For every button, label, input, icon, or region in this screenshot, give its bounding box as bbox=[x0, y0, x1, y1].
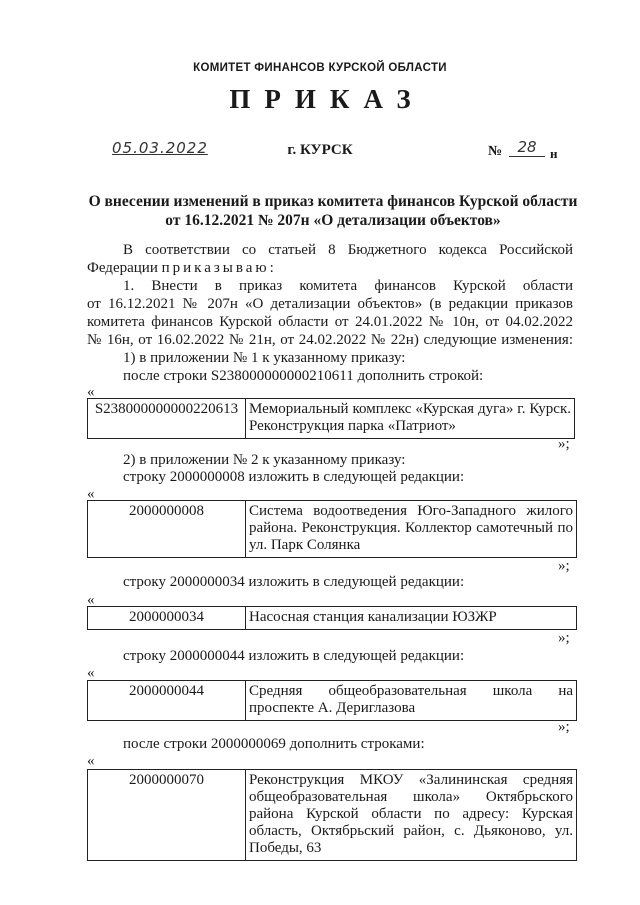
table-row bbox=[88, 681, 577, 721]
table-1-desc: Мемориальный комплекс «Курская дуга» г. Курск. Реконструкция парка «Патриот» bbox=[246, 399, 575, 439]
table-5-code: 2000000070 bbox=[88, 770, 246, 861]
table-5 bbox=[87, 769, 577, 861]
open-quote-4: « bbox=[87, 665, 95, 681]
table-5-desc: Реконструкция МКОУ «Залининская средняя общеобразовательная школа» Октябрьского района Курской области по адресу: Курская область, Октябрьский район, с. Дьяконово, ул. Победы, 63 bbox=[246, 770, 577, 861]
table-4-code: 2000000044 bbox=[88, 681, 246, 721]
table-row bbox=[88, 607, 577, 630]
sub-item-2: 2) в приложении № 2 к указанному приказу: bbox=[123, 452, 406, 468]
sub-item-1: 1) в приложении № 1 к указанному приказу: bbox=[123, 350, 406, 366]
number-suffix: н bbox=[550, 146, 558, 161]
handwritten-date: 05.03.2022 bbox=[112, 139, 208, 157]
item-1-line-4: № 16н, от 16.02.2022 № 21н, от 24.02.2022 № 22н) следующие изменения: bbox=[87, 332, 573, 348]
table-4 bbox=[87, 680, 577, 721]
table-row bbox=[88, 399, 575, 439]
subject-line-1: О внесении изменений в приказ комитета финансов Курской области bbox=[88, 193, 578, 210]
sub-item-2-after: после строки 2000000069 дополнить строками: bbox=[123, 736, 425, 752]
table-3 bbox=[87, 606, 577, 630]
table-3-code: 2000000034 bbox=[88, 607, 246, 630]
sub-item-2-row-1-intro: строку 2000000008 изложить в следующей редакции: bbox=[123, 469, 465, 485]
item-1-line-3: комитета финансов Курской области от 24.01.2022 № 10н, от 04.02.2022 bbox=[87, 314, 573, 330]
table-2 bbox=[87, 500, 577, 558]
document-title: ПРИКАЗ bbox=[229, 84, 425, 114]
close-quote-4: »; bbox=[558, 719, 570, 735]
open-quote-5: « bbox=[87, 753, 95, 769]
intro-decree-word: приказываю: bbox=[161, 260, 277, 276]
close-quote-2: »; bbox=[558, 558, 570, 574]
item-1-line-1: 1. Внести в приказ комитета финансов Курской области bbox=[123, 278, 573, 294]
organization-name: КОМИТЕТ ФИНАНСОВ КУРСКОЙ ОБЛАСТИ bbox=[193, 62, 447, 74]
open-quote-3: « bbox=[87, 592, 95, 608]
intro-paragraph bbox=[87, 241, 573, 277]
table-2-code: 2000000008 bbox=[88, 501, 246, 558]
close-quote-3: »; bbox=[558, 630, 570, 646]
intro-line-2-start: Федерации bbox=[87, 260, 158, 276]
number-label: № bbox=[488, 144, 503, 159]
table-row bbox=[88, 770, 577, 861]
item-1-line-2: от 16.12.2021 № 207н «О детализации объектов» (в редакции приказов bbox=[87, 296, 573, 312]
table-3-desc: Насосная станция канализации ЮЗЖР bbox=[246, 607, 577, 630]
table-1 bbox=[87, 398, 575, 439]
open-quote-1: « bbox=[87, 384, 95, 400]
intro-line-1: В соответствии со статьей 8 Бюджетного кодекса Российской bbox=[123, 242, 573, 258]
handwritten-number: 28 bbox=[509, 139, 545, 157]
table-2-desc: Система водоотведения Юго-Западного жилого района. Реконструкция. Коллектор самотечный по ул. Парк Солянка bbox=[246, 501, 577, 558]
sub-item-1-after: после строки S238000000000210611 дополнить строкой: bbox=[123, 368, 484, 384]
table-1-code: S238000000000220613 bbox=[88, 399, 246, 439]
table-4-desc: Средняя общеобразовательная школа на проспекте А. Дериглазова bbox=[246, 681, 577, 721]
sub-item-2-row-3-intro: строку 2000000044 изложить в следующей редакции: bbox=[123, 648, 465, 664]
item-1-paragraph bbox=[87, 277, 573, 349]
sub-item-2-row-2-intro: строку 2000000034 изложить в следующей редакции: bbox=[123, 574, 465, 590]
open-quote-2: « bbox=[87, 486, 95, 502]
close-quote-1: »; bbox=[558, 436, 570, 452]
subject-line-2: от 16.12.2021 № 207н «О детализации объектов» bbox=[165, 212, 501, 229]
document-subject bbox=[88, 192, 578, 230]
city-label: г. КУРСК bbox=[287, 142, 353, 158]
table-row bbox=[88, 501, 577, 558]
